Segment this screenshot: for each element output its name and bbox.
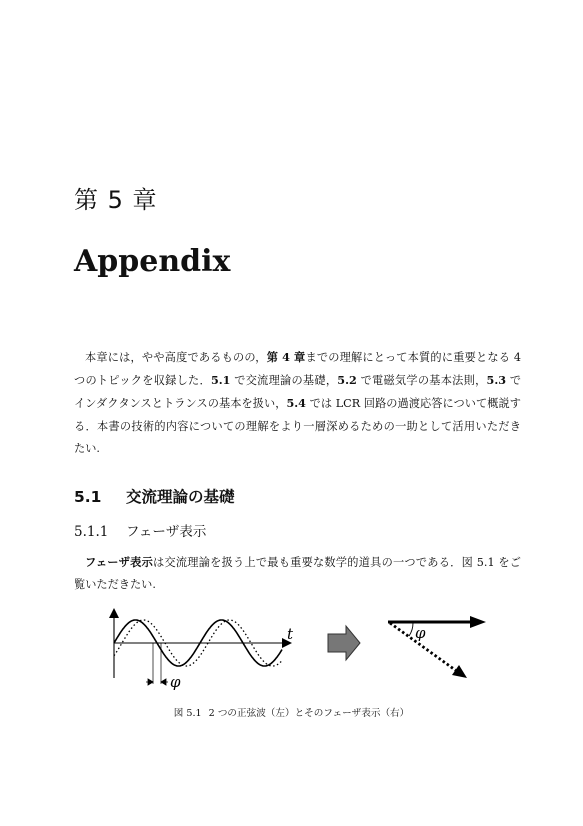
section-heading (74, 485, 235, 507)
intro-ref: 第 4 章 (266, 350, 306, 364)
intro-text: で電磁気学の基本法則， (356, 374, 487, 388)
section-number: 5.1 (74, 488, 102, 506)
figure-caption (0, 705, 583, 719)
phi-label-right: φ (415, 624, 426, 642)
intro-text: では LCR 回路の過渡応答について概説する．本書の技術的内容についての理解をより一層深めるための一助として活用いただきたい. (74, 397, 521, 455)
subsection-number: 5.1.1 (74, 524, 109, 540)
phase-arrow-left (146, 679, 153, 685)
section-title: 交流理論の基礎 (126, 488, 235, 506)
figure-phasor (0, 596, 583, 706)
intro-text: 本章には，やや高度であるものの， (85, 351, 267, 364)
phasor-dotted-head (452, 665, 467, 678)
chapter-title: Appendix (74, 244, 231, 279)
intro-ref: 5.1 (210, 373, 231, 388)
intro-ref: 5.3 (486, 373, 506, 388)
chapter-label: 第 5 章 (74, 186, 158, 214)
phi-label-left: φ (170, 673, 181, 691)
intro-paragraph (74, 346, 521, 460)
t-axis-label: t (287, 625, 294, 643)
phasor-solid-head (470, 616, 486, 628)
transform-arrow-icon (328, 626, 360, 660)
caption-text: 2 つの正弦波（左）とそのフェーザ表示（右） (208, 708, 410, 719)
body-text: は交流理論を扱う上で最も重要な数学的道具の一つである．図 5.1 をご覧いただきたい. (74, 556, 521, 592)
intro-text: までの理解にとって本質的に重要となる 4 つのトピックを収録した． (74, 351, 521, 388)
phase-angle-arc (409, 623, 413, 636)
subsection-heading (74, 520, 206, 540)
body-paragraph (74, 552, 521, 596)
intro-text: で交流理論の基礎， (230, 374, 338, 388)
phase-arrow-right (161, 679, 168, 685)
intro-ref: 5.4 (286, 396, 306, 411)
subsection-title: フェーザ表示 (126, 524, 207, 540)
figure-number: 図 5.1 (173, 708, 202, 719)
intro-text: でインダクタンスとトランスの基本を扱い， (74, 374, 522, 411)
term-highlight: フェーザ表示 (85, 556, 154, 569)
intro-ref: 5.2 (337, 373, 357, 388)
